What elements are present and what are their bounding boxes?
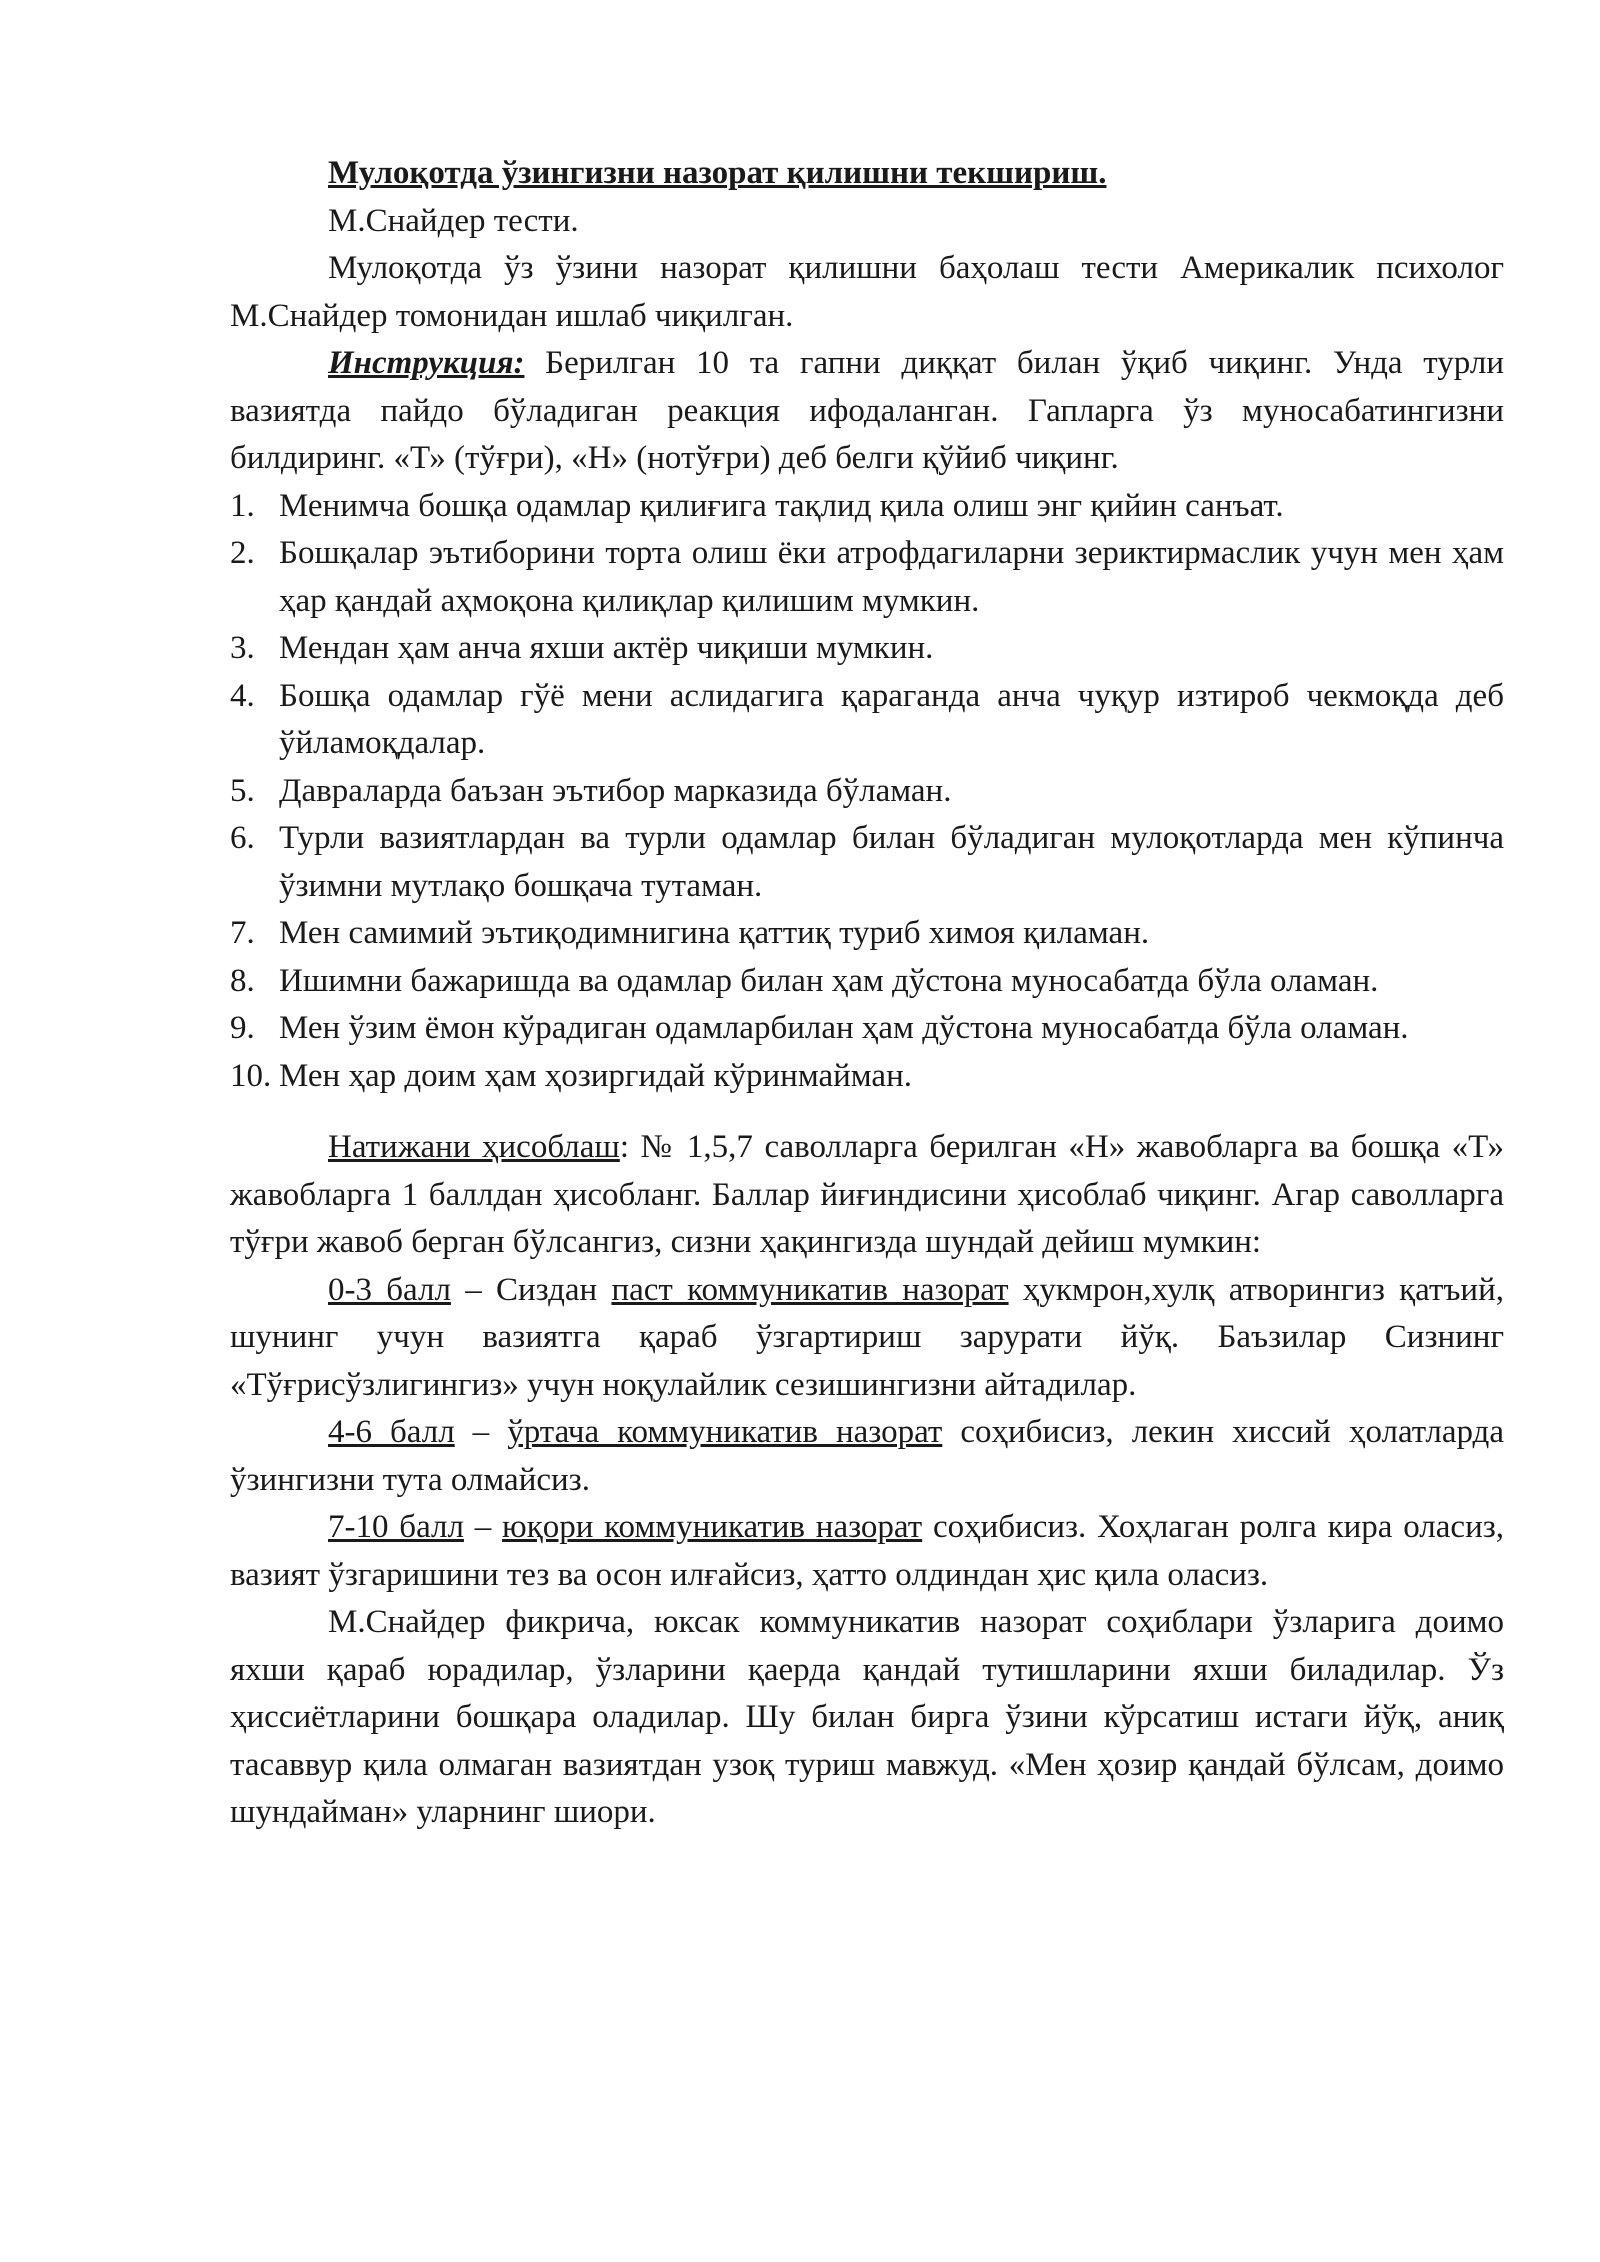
level-range: 7-10 балл [328,1509,464,1545]
results-label: Натижани ҳисоблаш [328,1129,620,1165]
instruction-text: Берилган 10 та гапни диққат билан ўқиб чиқинг. Унда турли вазиятда пайдо бўладиган реакция ифодаланган. Гапларга ўз муносабатингизни билдиринг. «Т» (тўғри), «Н» (нотўғри) деб белги қўйиб чиқинг. [230,345,1504,476]
item-text: Мен самимий эътиқодимнигина қаттиқ туриб химоя қиламан. [279,915,1150,951]
list-item [230,530,1504,625]
level-high-paragraph: 7-10 балл – юқори коммуникатив назорат соҳибисиз. Хоҳлаган ролга кира оласиз, вазият ўзгаришини тез ва осон илғайсиз, ҳатто олдиндан ҳис қила оласиз. [230,1509,1505,1593]
level-medium-paragraph: 4-6 балл – ўртача коммуникатив назорат соҳибисиз, лекин хиссий ҳолатларда ўзингизни тута олмайсиз. [230,1414,1504,1498]
item-number: 10. [230,1057,272,1094]
item-number: 6. [230,820,255,856]
level-text: ҳукмрон,хулқ атворингиз қатъий, шунинг учун вазиятга қараб ўзгартириш зарурати йўқ. Баъзилар Сизнинг «Тўғрисўзлигингиз» учун ноқулайлик сезишингизни айтадилар. [230,1271,1505,1403]
item-text: Менимча бошқа одамлар қилиғига тақлид қила олиш энг қийин санъат. [279,487,1284,524]
item-number: 3. [230,630,255,666]
document-title: Мулоқотда ўзингизни назорат қилишни текшириш. [328,155,1107,191]
level-text: соҳибисиз. Хоҳлаган ролга кира оласиз, вазият ўзгаришини тез ва осон илғайсиз, ҳатто олдиндан ҳис қила оласиз. [230,1509,1505,1593]
list-item [230,1005,1504,1053]
results-paragraph [230,1124,1504,1267]
item-number: 2. [230,535,255,571]
level-range: 0-3 балл [328,1271,451,1308]
list-item [230,1053,1504,1101]
instruction-label: Инструкция: [328,345,525,381]
conclusion-paragraph: М.Снайдер фикрича, юксак коммуникатив назорат соҳиблари ўзларига доимо яхши қараб юрадилар, ўзларини қаерда қандай тутишларини яхши биладилар. Ўз ҳиссиётларини бошқара оладилар. Шу билан бирга ўзини кўрсатиш истаги йўқ, аниқ тасаввур қила олмаган вазиятдан узоқ туриш мавжуд. «Мен ҳозир қандай бўлсам, доимо шундайман» уларнинг шиори. [230,1604,1504,1830]
statement-list [230,483,1504,1101]
item-text: Ишимни бажаришда ва одамлар билан ҳам дўстона муносабатда бўла оламан. [279,962,1379,999]
results-text: : № 1,5,7 саволларга берилган «Н» жавобларга ва бошқа «Т» жавобларга 1 баллдан ҳисобланг. Баллар йиғиндисини ҳисоблаб чиқинг. Агар саволларга тўғри жавоб берган бўлсангиз, сизни ҳақингизда шундай дейиш мумкин: [230,1129,1504,1260]
item-number: 4. [230,677,255,714]
list-item [230,483,1504,531]
item-number: 1. [230,487,255,524]
instruction-paragraph [230,340,1504,483]
list-item [230,910,1504,958]
item-text: Бошқалар эътиборини торта олиш ёки атрофдагиларни зериктирмаслик учун мен ҳам ҳар қандай аҳмоқона қилиқлар қилишим мумкин. [279,535,1504,619]
item-text: Турли вазиятлардан ва турли одамлар билан бўладиган мулоқотларда мен кўпинча ўзимни мутлақо бошқача тутаман. [279,820,1504,904]
item-text: Мен ҳар доим ҳам ҳозиргидай кўринмайман. [279,1057,912,1094]
item-text: Мен ўзим ёмон кўрадиган одамларбилан ҳам дўстона муносабатда бўла оламан. [279,1010,1409,1046]
item-text: Мендан ҳам анча яхши актёр чиқиши мумкин. [279,630,934,666]
list-item [230,958,1504,1006]
item-number: 8. [230,962,255,999]
item-number: 7. [230,915,255,951]
list-item [230,673,1504,768]
level-name: юқори коммуникатив назорат [502,1509,923,1545]
intro-paragraph: Мулоқотда ўз ўзини назорат қилишни баҳолаш тести Америкалик психолог М.Снайдер томонидан ишлаб чиқилган. [230,250,1504,334]
document-subtitle: М.Снайдер тести. [328,202,579,239]
level-name: ўртача коммуникатив назорат [507,1414,943,1450]
level-text: соҳибисиз, лекин хиссий ҳолатларда ўзингизни тута олмайсиз. [230,1414,1504,1498]
level-name: паст коммуникатив назорат [611,1271,1009,1308]
list-item [230,815,1504,910]
item-number: 5. [230,772,255,809]
level-range: 4-6 балл [328,1414,455,1450]
item-text: Давраларда баъзан эътибор марказида бўламан. [279,772,952,809]
section-spacer [230,1100,1504,1124]
level-low-paragraph: 0-3 балл – Сиздан паст коммуникатив назорат ҳукмрон,хулқ атворингиз қатъий, шунинг учун вазиятга қараб ўзгартириш зарурати йўқ. Баъзилар Сизнинг «Тўғрисўзлигингиз» учун ноқулайлик сезишингизни айтадилар. [230,1271,1505,1403]
list-item [230,625,1504,673]
item-number: 9. [230,1010,255,1046]
item-text: Бошқа одамлар гўё мени аслидагига қараганда анча чуқур изтироб чекмоқда деб ўйламоқдалар. [279,677,1504,761]
list-item [230,768,1504,816]
